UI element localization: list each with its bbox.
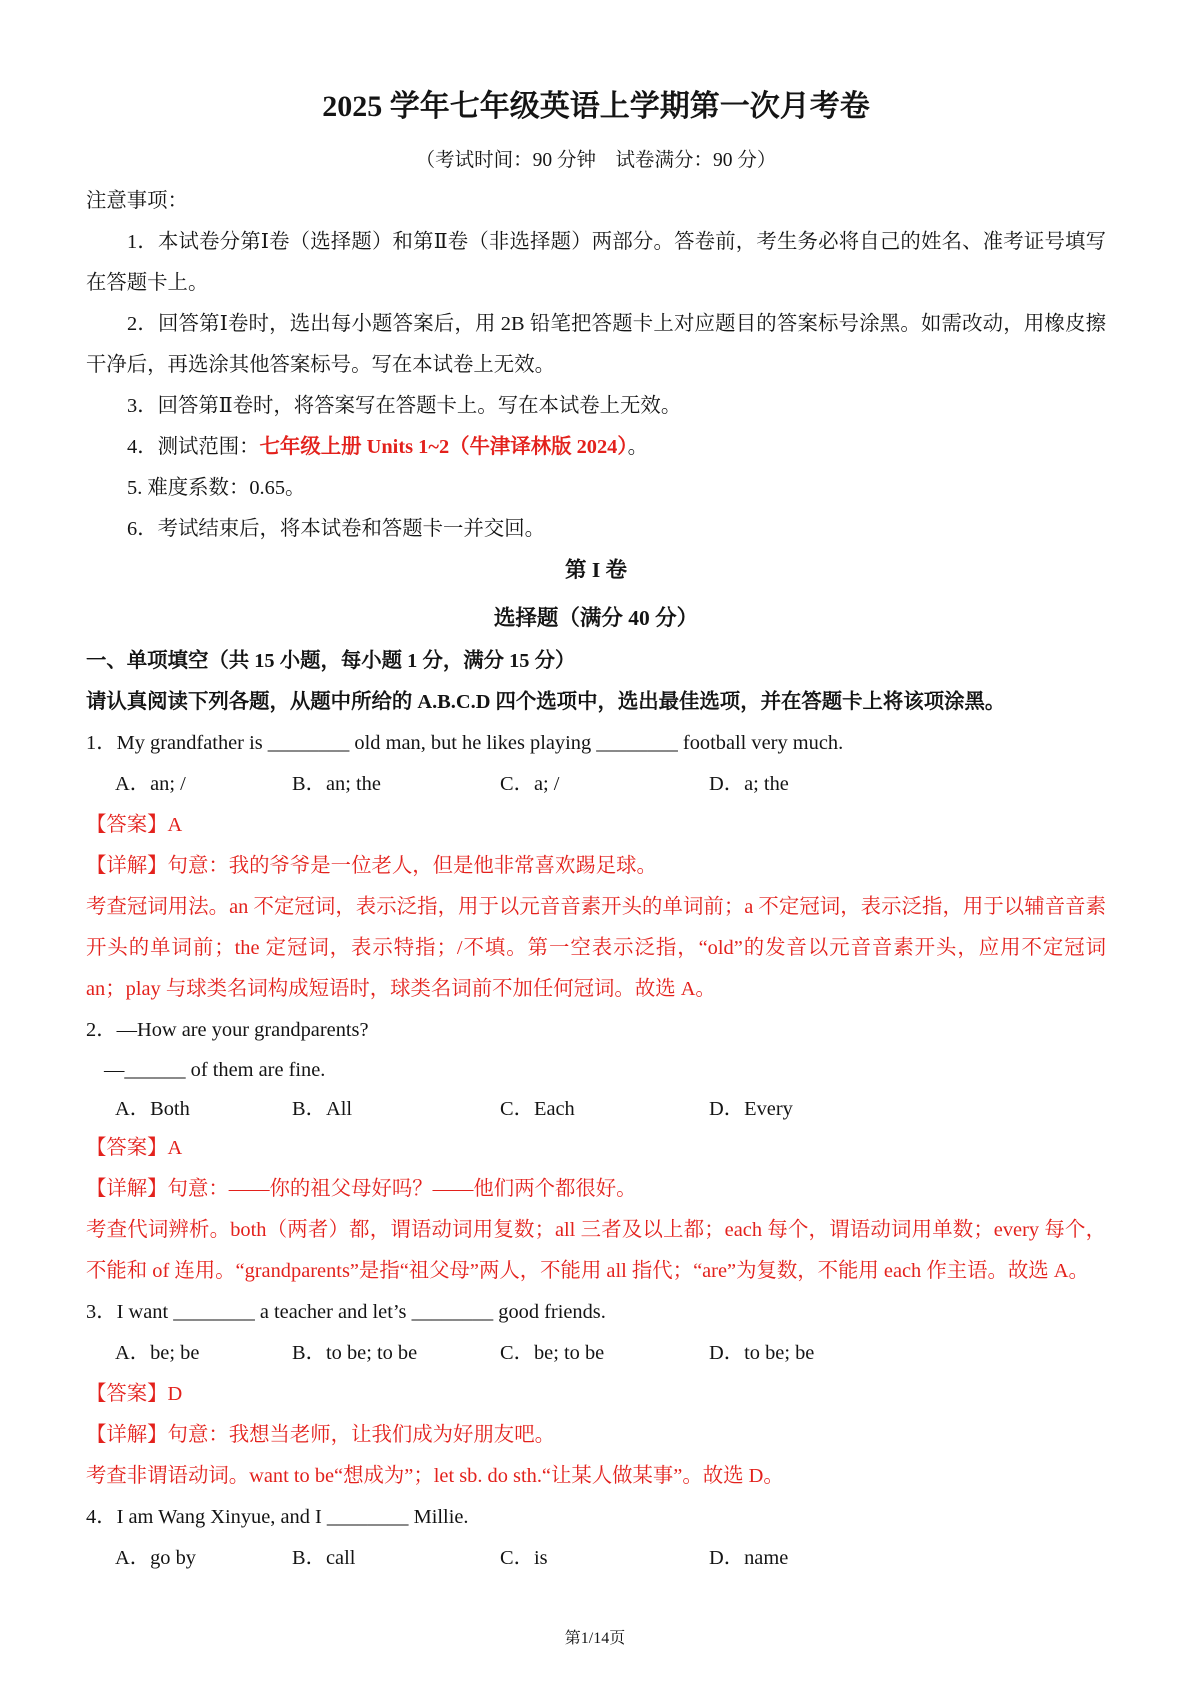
- explanation: 考查非谓语动词。want to be“想成为”；let sb. do sth.“让某人做某事”。故选 D。: [86, 1465, 784, 1487]
- question-stem: 3．I want ________ a teacher and let’s ________ good friends.: [86, 1301, 606, 1323]
- exam-subtitle: （考试时间：90 分钟 试卷满分：90 分）: [415, 150, 777, 171]
- detail-line: 【详解】句意：——你的祖父母好吗？——他们两个都很好。: [86, 1178, 637, 1200]
- question-stem: 2．—How are your grandparents?: [86, 1019, 369, 1041]
- question-response-line: —______ of them are fine.: [104, 1059, 326, 1081]
- answer-line: 【答案】D: [86, 1383, 183, 1405]
- option-b: B．an; the: [292, 773, 381, 795]
- page-number: 第1/14页: [564, 1630, 626, 1647]
- volume-heading: 第 I 卷: [564, 558, 628, 582]
- option-d: D．name: [709, 1547, 789, 1569]
- option-d: D．to be; be: [709, 1342, 815, 1364]
- option-a: A．go by: [115, 1547, 196, 1569]
- detail-line: 【详解】句意：我的爷爷是一位老人，但是他非常喜欢踢足球。: [86, 855, 657, 877]
- question-stem: 4．I am Wang Xinyue, and I ________ Millie.: [86, 1506, 469, 1528]
- answer-line: 【答案】A: [86, 814, 183, 836]
- option-c: C．Each: [500, 1097, 575, 1120]
- option-row: [86, 1538, 1106, 1579]
- option-a: A．an; /: [115, 773, 186, 795]
- notice-item-2: 2．回答第Ⅰ卷时，选出每小题答案后，用 2B 铅笔把答题卡上对应题目的答案标号涂黑。如需改动，用橡皮擦干净后，再选涂其他答案标号。写在本试卷上无效。: [86, 313, 1106, 376]
- notice-item-1: 1．本试卷分第Ⅰ卷（选择题）和第Ⅱ卷（非选择题）两部分。答卷前，考生务必将自己的姓名、准考证号填写在答题卡上。: [86, 231, 1106, 294]
- exam-title: 2025 学年七年级英语上学期第一次月考卷: [322, 90, 870, 123]
- option-row: [86, 764, 1106, 805]
- question-3: [86, 1292, 1106, 1497]
- notice-item-4-suffix: 。: [627, 436, 648, 458]
- notice-item-5: 5. 难度系数：0.65。: [127, 477, 306, 499]
- option-d: D．a; the: [709, 773, 789, 795]
- option-d: D．Every: [709, 1097, 793, 1120]
- option-c: C．a; /: [500, 773, 560, 795]
- section-title: 一、单项填空（共 15 小题，每小题 1 分，满分 15 分）: [86, 650, 576, 672]
- test-scope-highlight: 七年级上册 Units 1~2（牛津译林版 2024）: [259, 436, 628, 458]
- option-b: B．to be; to be: [292, 1342, 418, 1364]
- option-c: C．be; to be: [500, 1342, 605, 1364]
- notice-item-4-prefix: 4．测试范围：: [127, 436, 260, 458]
- notice-heading: 注意事项：: [86, 190, 188, 212]
- question-stem: 1．My grandfather is ________ old man, but he likes playing ________ football very much.: [86, 732, 844, 754]
- page-content: [86, 0, 1106, 1579]
- answer-line: 【答案】A: [86, 1137, 183, 1159]
- question-1: [86, 723, 1106, 1010]
- section-instruction: 请认真阅读下列各题，从题中所给的 A.B.C.D 四个选项中，选出最佳选项，并在答题卡上将该项涂黑。: [86, 691, 1006, 713]
- notice-item-4: [86, 427, 1106, 468]
- explanation: 考查冠词用法。an 不定冠词，表示泛指，用于以元音音素开头的单词前；a 不定冠词，表示泛指，用于以辅音音素开头的单词前；the 定冠词，表示特指；/不填。第一空表示泛指，“old”的发音以元音音素开头，应用不定冠词 an；play 与球类名词构成短语时，球类名词前不加任何冠词。故选 A。: [86, 896, 1106, 1000]
- explanation: 考查代词辨析。both（两者）都，谓语动词用复数；all 三者及以上都；each 每个，谓语动词用单数；every 每个，不能和 of 连用。“grandparents”是指“祖父母”两人，不能用 all 指代；“are”为复数，不能用 each 作主语。故选 A。: [86, 1219, 1106, 1282]
- detail-line: 【详解】句意：我想当老师，让我们成为好朋友吧。: [86, 1424, 555, 1446]
- notice-item-6: 6．考试结束后，将本试卷和答题卡一并交回。: [127, 518, 546, 540]
- option-b: B．call: [292, 1547, 356, 1569]
- question-2: [86, 1010, 1106, 1292]
- notice-item-3: 3．回答第Ⅱ卷时，将答案写在答题卡上。写在本试卷上无效。: [127, 395, 682, 417]
- question-4: [86, 1497, 1106, 1579]
- option-row: [86, 1333, 1106, 1374]
- option-b: B．All: [292, 1097, 353, 1120]
- option-a: A．Both: [115, 1097, 190, 1120]
- option-c: C．is: [500, 1547, 548, 1569]
- option-a: A．be; be: [115, 1342, 200, 1364]
- part-title: 选择题（满分 40 分）: [493, 606, 699, 630]
- option-row: [86, 1090, 1106, 1129]
